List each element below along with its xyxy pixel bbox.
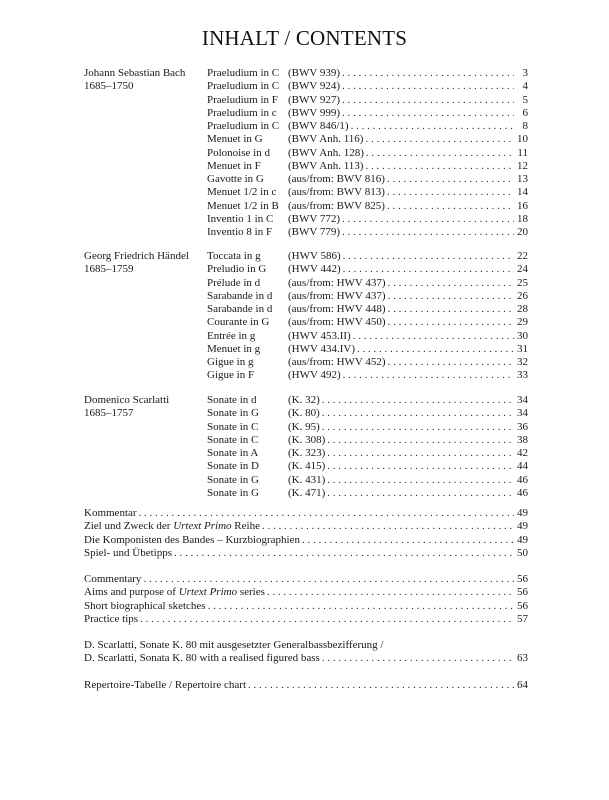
catalog-number: (BWV 924)	[288, 80, 341, 93]
toc-entry[interactable]	[207, 343, 528, 356]
page-number: 56	[517, 586, 528, 599]
repertoire-section	[84, 679, 528, 692]
entry-text: Die Komponisten des Bandes – Kurzbiographien	[84, 533, 300, 546]
toc-entry[interactable]	[207, 421, 528, 434]
series-name: Urtext Primo	[178, 586, 238, 599]
page-number: 56	[517, 573, 528, 585]
work-title: Sonate in d	[207, 394, 257, 406]
work-title: Praeludium in C	[207, 120, 280, 132]
page-number: 46	[517, 473, 528, 486]
entry-label	[84, 600, 206, 613]
page-number: 26	[517, 289, 528, 302]
entry-label	[84, 613, 138, 626]
work-title: Menuet in g	[207, 342, 261, 355]
series-name: Urtext Primo	[173, 520, 232, 533]
work-title: Entrée in g	[207, 329, 256, 342]
dot-leader	[322, 652, 514, 665]
works-list	[207, 67, 528, 239]
catalog-number: (aus/from: HWV 452)	[288, 356, 386, 368]
composer-info	[84, 250, 206, 277]
appendix-text-en: D. Scarlatti, Sonata K. 80 with a realised figured bass	[84, 652, 320, 665]
toc-entry[interactable]	[207, 487, 528, 500]
dot-leader	[140, 613, 514, 626]
composer-name: Domenico Scarlatti	[84, 394, 170, 406]
page-number: 8	[522, 120, 528, 132]
catalog-number: (aus/from: BWV 825)	[288, 199, 385, 212]
toc-entry[interactable]	[207, 133, 528, 146]
toc-entry[interactable]	[207, 369, 528, 382]
page-number: 20	[517, 226, 528, 238]
work-title: Sarabande in d	[207, 303, 273, 315]
dot-leader	[327, 487, 514, 500]
toc-entry[interactable]	[207, 67, 528, 80]
page-number: 64	[517, 679, 528, 691]
page-number: 33	[517, 369, 528, 382]
work-title: Sarabande in d	[207, 289, 273, 302]
toc-entry[interactable]	[207, 213, 528, 226]
dot-leader	[388, 290, 514, 303]
catalog-number: (K. 308)	[288, 433, 326, 446]
entry-text: Practice tips	[84, 612, 139, 625]
toc-entry[interactable]	[207, 316, 528, 329]
page-number: 22	[517, 250, 528, 262]
catalog-number: (K. 323)	[288, 447, 326, 459]
dot-leader	[342, 67, 514, 80]
dot-leader	[208, 600, 514, 613]
dot-leader	[365, 133, 514, 146]
toc-entry[interactable]	[207, 107, 528, 120]
catalog-number: (HWV 492)	[288, 369, 341, 382]
dot-leader	[302, 534, 514, 547]
work-title: Menuet in F	[207, 159, 261, 172]
composer-info	[84, 67, 206, 94]
toc-entry[interactable]	[207, 94, 528, 107]
catalog-number: (aus/from: HWV 450)	[288, 316, 386, 329]
catalog-number: (aus/from: HWV 437)	[288, 289, 386, 302]
work-title: Praeludium in F	[207, 93, 278, 106]
toc-entry[interactable]	[207, 80, 528, 93]
page-number: 32	[517, 356, 528, 368]
work-title: Menuet 1/2 in c	[207, 186, 277, 199]
appendix-text-de: D. Scarlatti, Sonate K. 80 mit ausgesetzter Generalbassbezifferung /	[84, 639, 384, 651]
toc-entry[interactable]	[84, 520, 528, 533]
entry-text: Spiel- und Übetipps	[84, 546, 172, 559]
page-number: 5	[522, 93, 528, 106]
page-number: 49	[517, 507, 528, 519]
page-title: INHALT / CONTENTS	[201, 26, 408, 50]
dot-leader	[387, 200, 514, 213]
work-title: Sonate in G	[207, 473, 259, 486]
dot-leader	[174, 547, 514, 560]
page-number: 16	[517, 199, 528, 212]
page-number: 4	[522, 80, 528, 93]
dot-leader	[327, 447, 514, 460]
work-title: Sonate in G	[207, 407, 259, 420]
page-number: 18	[517, 212, 528, 225]
dot-leader	[387, 186, 514, 199]
dot-leader	[353, 330, 514, 343]
toc-entry[interactable]	[207, 434, 528, 447]
toc-entry[interactable]	[207, 263, 528, 276]
toc-entry[interactable]	[207, 394, 528, 407]
entry-text: Ziel und Zweck der	[84, 520, 174, 533]
entry-label	[84, 534, 300, 547]
catalog-number: (K. 80)	[288, 407, 320, 420]
catalog-number: (BWV 779)	[288, 226, 341, 238]
work-title: Sonate in D	[207, 460, 259, 473]
dot-leader	[388, 316, 514, 329]
work-title: Sonate in G	[207, 486, 259, 499]
catalog-number: (K. 95)	[288, 420, 320, 433]
dot-leader	[327, 474, 514, 487]
dot-leader	[322, 407, 514, 420]
page-number: 24	[517, 263, 528, 276]
toc-entry[interactable]	[207, 173, 528, 186]
toc-entry[interactable]	[207, 250, 528, 263]
page-number: 31	[517, 342, 528, 355]
toc-entry[interactable]	[207, 460, 528, 473]
work-title: Inventio 1 in C	[207, 212, 274, 225]
toc-entry[interactable]	[84, 573, 528, 586]
page-number: 49	[517, 520, 528, 533]
dot-leader	[343, 263, 514, 276]
page-number: 49	[517, 533, 528, 546]
composer-name: Johann Sebastian Bach	[84, 67, 186, 79]
catalog-number: (aus/from: HWV 448)	[288, 303, 386, 315]
page-number: 46	[517, 486, 528, 499]
work-title: Courante in G	[207, 316, 270, 329]
work-title: Polonoise in d	[207, 146, 270, 159]
catalog-number: (BWV Anh. 128)	[288, 146, 364, 159]
catalog-number: (BWV Anh. 116)	[288, 133, 364, 146]
toc-entry[interactable]	[207, 200, 528, 213]
dot-leader	[343, 250, 514, 263]
entry-text-suffix: Reihe	[231, 520, 260, 533]
dot-leader	[139, 507, 514, 520]
work-title: Inventio 8 in F	[207, 226, 273, 238]
entry-label	[84, 573, 141, 586]
toc-entry[interactable]	[207, 160, 528, 173]
dot-leader	[351, 120, 514, 133]
work-title: Gigue in F	[207, 369, 255, 382]
page-number: 25	[517, 276, 528, 289]
toc-entry[interactable]	[207, 356, 528, 369]
page-number: 34	[517, 407, 528, 420]
composer-dates: 1685–1757	[84, 407, 134, 420]
page-number: 30	[517, 329, 528, 342]
catalog-number: (K. 32)	[288, 394, 320, 406]
page-number: 12	[517, 159, 528, 172]
page-number: 14	[517, 186, 528, 199]
dot-leader	[357, 343, 514, 356]
dot-leader	[388, 356, 514, 369]
catalog-number: (BWV 772)	[288, 212, 341, 225]
catalog-number: (aus/from: BWV 816)	[288, 173, 385, 185]
work-title: Prélude in d	[207, 276, 261, 289]
toc-entry[interactable]	[207, 290, 528, 303]
work-title: Preludio in G	[207, 263, 267, 276]
page-number: 44	[517, 460, 528, 473]
dot-leader	[322, 421, 514, 434]
german-notes-section	[84, 507, 528, 560]
page-number: 36	[517, 420, 528, 433]
work-title: Sonate in C	[207, 420, 259, 433]
toc-entry[interactable]	[207, 474, 528, 487]
page-number: 56	[517, 599, 528, 612]
catalog-number: (BWV 999)	[288, 106, 341, 119]
work-title: Praeludium in c	[207, 106, 277, 119]
entry-label	[84, 586, 265, 599]
page-number: 3	[522, 67, 528, 79]
dot-leader	[322, 394, 514, 407]
dot-leader	[366, 147, 514, 160]
catalog-number: (HWV 434.IV)	[288, 342, 356, 355]
work-title: Praeludium in C	[207, 67, 280, 79]
dot-leader	[143, 573, 514, 586]
page-number: 34	[517, 394, 528, 406]
page-number: 6	[522, 106, 528, 119]
catalog-number: (HWV 453.II)	[288, 329, 351, 342]
english-notes-section	[84, 573, 528, 626]
page-number: 63	[517, 652, 528, 665]
toc-entry[interactable]	[207, 226, 528, 239]
dot-leader	[342, 226, 514, 239]
catalog-number: (BWV 927)	[288, 93, 341, 106]
page-number: 57	[517, 612, 528, 625]
catalog-number: (HWV 442)	[288, 263, 341, 276]
work-title: Gavotte in G	[207, 173, 264, 185]
catalog-number: (aus/from: BWV 813)	[288, 186, 385, 199]
dot-leader	[342, 107, 514, 120]
toc-entry[interactable]	[84, 600, 528, 613]
catalog-number: (HWV 586)	[288, 250, 341, 262]
toc-entry[interactable]	[207, 277, 528, 290]
repertoire-label: Repertoire-Tabelle / Repertoire chart	[84, 679, 247, 691]
entry-text: Kommentar	[84, 507, 137, 519]
toc-entry[interactable]	[84, 534, 528, 547]
dot-leader	[342, 213, 514, 226]
page-number: 13	[517, 173, 528, 185]
dot-leader	[327, 460, 514, 473]
entry-text: Aims and purpose of	[84, 586, 179, 599]
toc-entry[interactable]	[207, 120, 528, 133]
works-list	[207, 394, 528, 500]
entry-text-suffix: series	[237, 586, 265, 599]
dot-leader	[343, 369, 514, 382]
composer-dates: 1685–1750	[84, 80, 134, 93]
toc-entry[interactable]	[84, 613, 528, 626]
catalog-number: (aus/from: HWV 437)	[288, 276, 386, 289]
catalog-number: (BWV 846/1)	[288, 120, 349, 132]
entry-text: Commentary	[84, 573, 142, 585]
dot-leader	[388, 303, 514, 316]
page-number: 11	[517, 146, 528, 159]
composer-dates: 1685–1759	[84, 263, 134, 276]
dot-leader	[262, 520, 514, 533]
appendix-section	[84, 639, 528, 666]
catalog-number: (BWV Anh. 113)	[288, 159, 364, 172]
entry-label	[84, 520, 260, 533]
work-title: Menuet 1/2 in B	[207, 199, 279, 212]
toc-entry[interactable]	[207, 303, 528, 316]
entry-label	[84, 507, 137, 520]
toc-entry[interactable]	[207, 147, 528, 160]
page-number: 28	[517, 303, 528, 315]
catalog-number: (K. 431)	[288, 473, 326, 486]
page-number: 50	[517, 546, 528, 559]
catalog-number: (K. 471)	[288, 486, 326, 499]
toc-entry[interactable]	[84, 547, 528, 560]
work-title: Toccata in g	[207, 250, 261, 262]
toc-entry-repertoire[interactable]	[84, 679, 528, 692]
page-number: 10	[517, 133, 528, 146]
work-title: Sonate in C	[207, 433, 259, 446]
toc-entry[interactable]	[84, 507, 528, 520]
dot-leader	[387, 173, 514, 186]
entry-text: Short biographical sketches	[84, 599, 206, 612]
entry-label	[84, 547, 172, 560]
work-title: Menuet in G	[207, 133, 263, 146]
work-title: Sonate in A	[207, 447, 259, 459]
work-title: Gigue in g	[207, 356, 254, 368]
page-number: 29	[517, 316, 528, 329]
toc-entry[interactable]	[207, 186, 528, 199]
composer-info	[84, 394, 206, 421]
dot-leader	[342, 80, 514, 93]
dot-leader	[248, 679, 514, 692]
catalog-number: (BWV 939)	[288, 67, 341, 79]
dot-leader	[327, 434, 514, 447]
toc-entry[interactable]	[207, 330, 528, 343]
appendix-line-1	[84, 639, 528, 652]
dot-leader	[342, 94, 514, 107]
work-title: Praeludium in C	[207, 80, 280, 93]
dot-leader	[365, 160, 514, 173]
toc-entry[interactable]	[84, 586, 528, 599]
dot-leader	[388, 277, 514, 290]
catalog-number: (K. 415)	[288, 460, 326, 473]
page-number: 38	[517, 433, 528, 446]
composer-name: Georg Friedrich Händel	[84, 250, 189, 262]
dot-leader	[267, 586, 514, 599]
toc-entry[interactable]	[207, 447, 528, 460]
toc-entry-appendix[interactable]	[84, 652, 528, 665]
page-number: 42	[517, 447, 528, 459]
toc-entry[interactable]	[207, 407, 528, 420]
works-list	[207, 250, 528, 383]
